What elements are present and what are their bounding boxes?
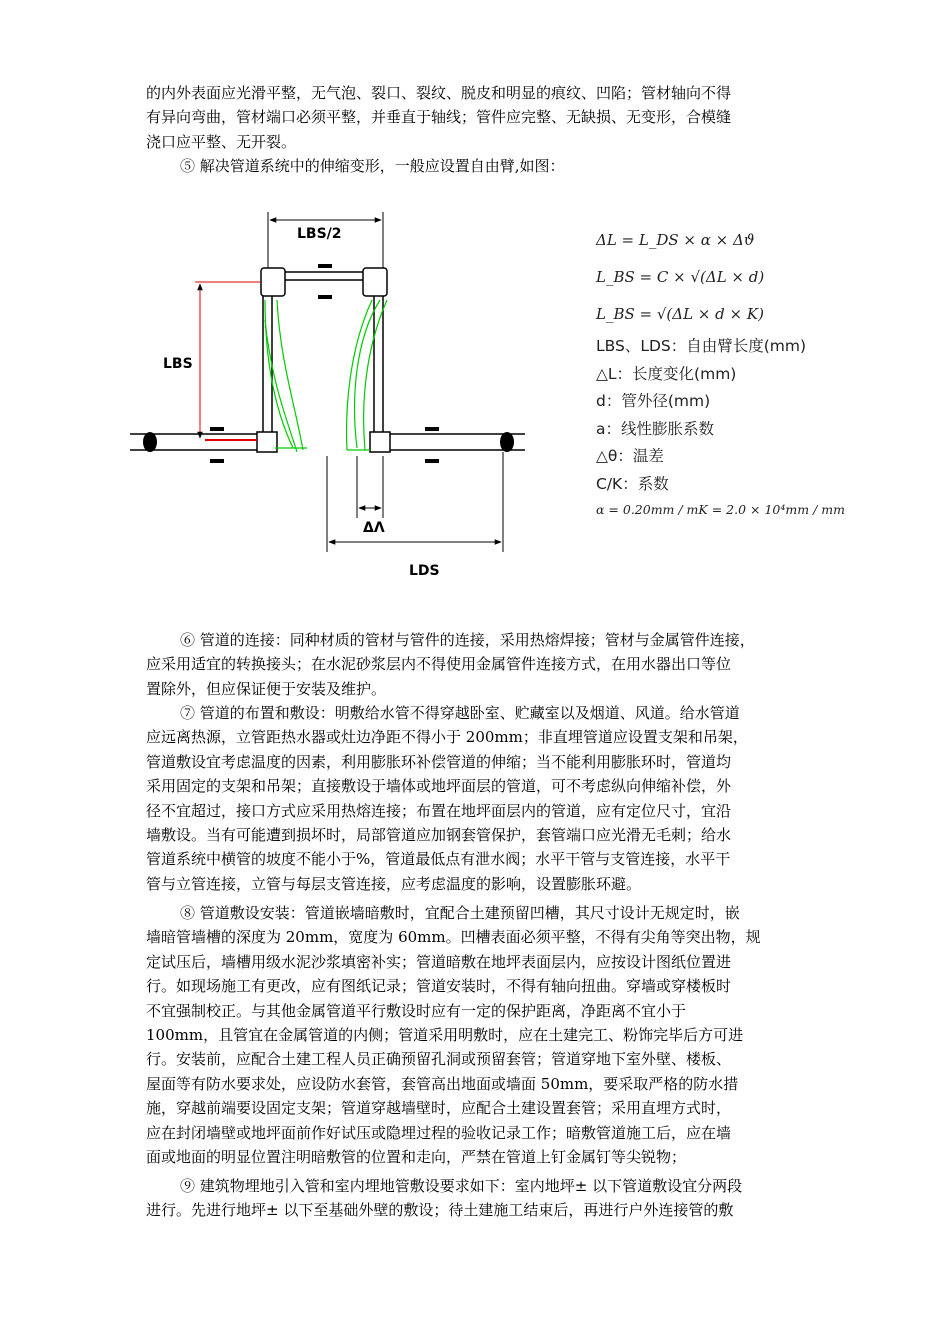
text-line: 管与立管连接，立管与每层支管连接，应考虑温度的影响，设置膨胀环避。 [146, 874, 642, 893]
text-line: ⑨ 建筑物埋地引入管和室内埋地管敷设要求如下：室内地坪± 以下管道敷设宜分两段 [180, 1177, 743, 1195]
text-line: ⑥ 管道的连接：同种材质的管材与管件的连接，采用热熔焊接；管材与金属管件连接， [180, 631, 755, 649]
support-marks [210, 427, 439, 463]
dimension-top [268, 212, 383, 268]
text-line: 有异向弯曲，管材端口必须平整，并垂直于轴线；管件应完整、无缺损、无变形，合模缝 [146, 108, 732, 127]
text-line: 置除外，但应保证便于安装及维护。 [146, 679, 387, 698]
text-line: 不宜强制校正。与其他金属管道平行敷设时应有一定的保护距离，净距离不宜小于 [146, 1001, 687, 1020]
formula-lbs-c: L_BS = C × √(ΔL × d) [596, 268, 765, 286]
dimension-delta [357, 456, 385, 536]
alpha-formula: α = 0.20mm / mK = 2.0 × 10⁴mm / mm [596, 502, 845, 517]
paragraph-connection [146, 628, 810, 701]
top-crossbar-pipe [261, 264, 387, 299]
free-arm-diagram [125, 200, 535, 590]
label-lbs: LBS [163, 356, 193, 372]
text-line: 墙暗管墙槽的深度为 20mm，宽度为 60mm。凹槽表面必须平整，不得有尖角等突出物，规 [146, 928, 761, 947]
intro-paragraph [146, 81, 810, 179]
legend-item: △L：长度变化(mm) [596, 364, 737, 383]
formula-delta-l: ΔL = L_DS × α × Δϑ [596, 231, 755, 249]
text-line: ⑤ 解决管道系统中的伸缩变形，一般应设置自由臂,如图： [180, 157, 565, 176]
deflection-curves [265, 300, 387, 452]
legend-item: C/K：系数 [596, 474, 669, 493]
text-line: 屋面等有防水要求处，应设防水套管，套管高出地面或墙面 50mm，要采取严格的防水措 [146, 1074, 739, 1093]
text-line: 径不宜超过，接口方式应采用热熔连接；布置在地坪面层内的管道，应有定位尺寸，宜沿 [146, 801, 732, 820]
label-delta: ΔΛ [363, 520, 385, 536]
text-line: 应在封闭墙壁或地坪面前作好试压或隐埋过程的验收记录工作；暗敷管道施工后，应在墙 [146, 1123, 732, 1142]
text-line: 的内外表面应光滑平整，无气泡、裂口、裂纹、脱皮和明显的痕纹、凹陷；管材轴向不得 [146, 84, 732, 102]
right-horizontal-pipe [390, 432, 525, 452]
text-line: 行。安装前，应配合土建工程人员正确预留孔洞或预留套管；管道穿地下室外壁、楼板、 [146, 1050, 732, 1069]
text-line: 采用固定的支架和吊架；直接敷设于墙体或地坪面层的管道，可不考虑纵向伸缩补偿，外 [146, 777, 732, 796]
label-lbs-half: LBS/2 [297, 226, 342, 242]
text-line: 进行。先进行地坪± 以下至基础外壁的敷设；待土建施工结束后，再进行户外连接管的敷 [146, 1201, 734, 1220]
text-line: 面或地面的明显位置注明暗敷管的位置和走向，严禁在管道上钉金属钉等尖锐物； [146, 1147, 687, 1166]
text-line: 管道系统中横管的坡度不能小于%，管道最低点有泄水阀；水平干管与支管连接，水平干 [146, 850, 731, 869]
legend-item: d：管外径(mm) [596, 392, 711, 410]
legend-item: a：线性膨胀系数 [596, 419, 714, 438]
paragraph-installation [146, 901, 810, 1169]
text-line: 施，穿越前端要设固定支架；管道穿越墙壁时，应配合土建设置套管；采用直埋方式时， [146, 1099, 732, 1118]
text-line: 定试压后，墙槽用级水泥沙浆填密补实；管道暗敷在地坪表面层内，应按设计图纸位置进 [146, 952, 732, 971]
dimension-left [163, 282, 261, 438]
formula-lbs-k: L_BS = √(ΔL × d × K) [596, 305, 764, 323]
label-lds: LDS [409, 563, 440, 579]
legend-item: △θ：温差 [596, 447, 664, 465]
paragraph-layout [146, 701, 810, 896]
text-line: ⑦ 管道的布置和敷设：明敷给水管不得穿越卧室、贮藏室以及烟道、风道。给水管道 [180, 704, 740, 722]
legend-item: LBS、LDS：自由臂长度(mm) [596, 337, 807, 355]
text-line: 管道敷设宜考虑温度的因素，利用膨胀环补偿管道的伸缩；当不能利用膨胀环时，管道均 [146, 752, 732, 771]
text-line: 应采用适宜的转换接头；在水泥砂浆层内不得使用金属管件连接方式，在用水器出口等位 [146, 655, 732, 674]
dimension-bottom [327, 452, 503, 579]
text-line: 浇口应平整、无开裂。 [146, 132, 297, 151]
text-line: 行。如现场施工有更改，应有图纸记录；管道安装时，不得有轴向扭曲。穿墙或穿楼板时 [146, 977, 732, 996]
text-line: ⑧ 管道敷设安装：管道嵌墙暗敷时，宜配合土建预留凹槽，其尺寸设计无规定时，嵌 [180, 904, 740, 922]
text-line: 100mm，且管宜在金属管道的内侧；管道采用明敷时，应在土建完工、粉饰完毕后方可进 [146, 1025, 744, 1044]
left-horizontal-pipe [130, 432, 257, 452]
paragraph-buried-pipes [146, 1174, 810, 1223]
text-line: 应远离热源，立管距热水器或灶边净距不得小于 200mm；非直埋管道应设置支架和吊架， [146, 728, 748, 747]
formula-block [596, 222, 856, 517]
text-line: 墙敷设。当有可能遭到损坏时，局部管道应加钢套管保护，套管端口应光滑无毛刺；给水 [146, 825, 732, 844]
